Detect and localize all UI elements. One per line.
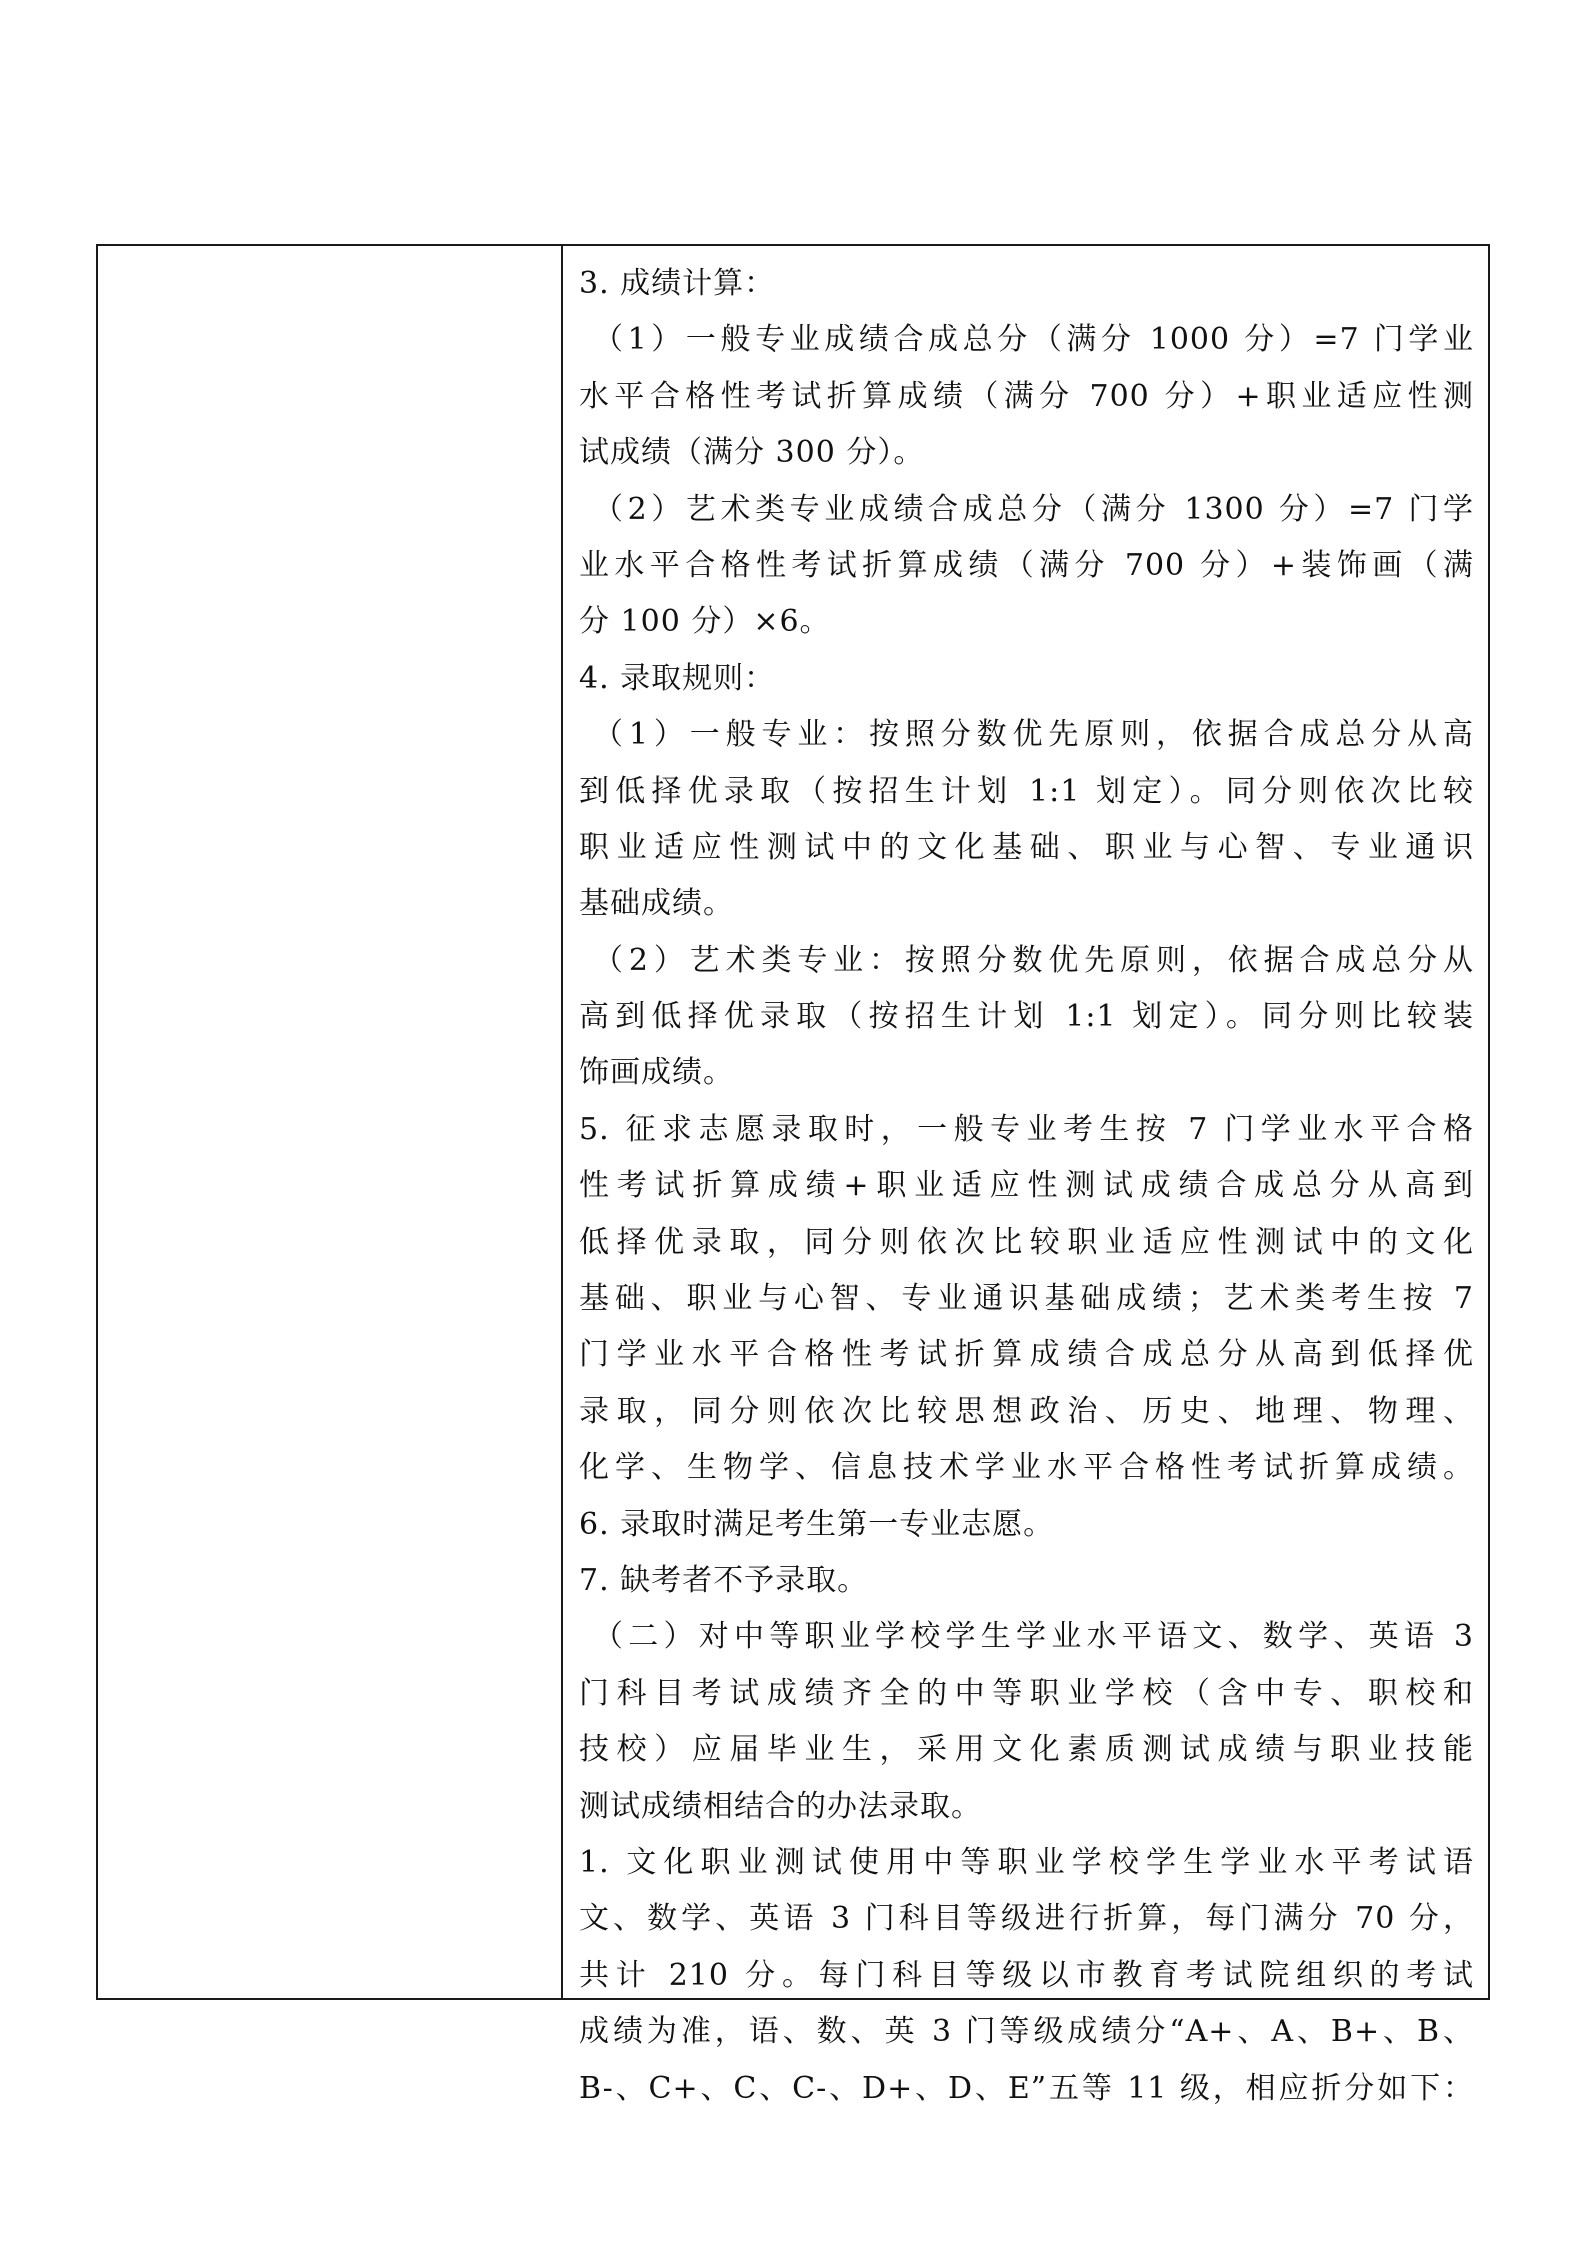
text-line: 性考试折算成绩+职业适应性测试成绩合成总分从高到 bbox=[579, 1168, 1474, 1204]
table-left-cell bbox=[98, 246, 563, 1998]
text-line: 门学业水平合格性考试折算成绩合成总分从高到低择优 bbox=[579, 1337, 1474, 1373]
text-line: （二）对中等职业学校学生学业水平语文、数学、英语 3 bbox=[593, 1619, 1474, 1655]
text-line: 业水平合格性考试折算成绩（满分 700 分）+装饰画（满 bbox=[579, 547, 1474, 583]
text-line: 饰画成绩。 bbox=[579, 1055, 734, 1091]
text-line: 录取，同分则依次比较思想政治、历史、地理、物理、 bbox=[579, 1393, 1474, 1429]
text-line: 5. 征求志愿录取时，一般专业考生按 7 门学业水平合格 bbox=[579, 1111, 1474, 1147]
text-line: 技校）应届毕业生，采用文化素质测试成绩与职业技能 bbox=[579, 1732, 1474, 1768]
text-line: 到低择优录取（按招生计划 1:1 划定）。同分则依次比较 bbox=[579, 773, 1474, 809]
text-line: 门科目考试成绩齐全的中等职业学校（含中专、职校和 bbox=[579, 1675, 1474, 1711]
text-line: （1）一般专业：按照分数优先原则，依据合成总分从高 bbox=[593, 717, 1474, 753]
text-line: 基础成绩。 bbox=[579, 886, 734, 922]
text-line: 化学、生物学、信息技术学业水平合格性考试折算成绩。 bbox=[579, 1450, 1474, 1486]
text-line: 试成绩（满分 300 分）。 bbox=[579, 435, 925, 471]
text-line: （2）艺术类专业成绩合成总分（满分 1300 分）=7 门学 bbox=[593, 491, 1474, 527]
table-right-cell bbox=[563, 246, 1488, 2106]
text-line: 4. 录取规则： bbox=[579, 660, 776, 696]
text-line: 低择优录取，同分则依次比较职业适应性测试中的文化 bbox=[579, 1224, 1474, 1260]
text-line: 文、数学、英语 3 门科目等级进行折算，每门满分 70 分， bbox=[579, 1901, 1474, 1937]
text-line: 3. 成绩计算： bbox=[579, 266, 776, 301]
text-line: 水平合格性考试折算成绩（满分 700 分）+职业适应性测 bbox=[579, 378, 1474, 414]
text-line: 高到低择优录取（按招生计划 1:1 划定）。同分则比较装 bbox=[579, 999, 1474, 1035]
text-line: （1）一般专业成绩合成总分（满分 1000 分）=7 门学业 bbox=[593, 322, 1474, 358]
text-line: B-、C+、C、C-、D+、D、E”五等 11 级，相应折分如下： bbox=[579, 2070, 1474, 2106]
text-line: 1. 文化职业测试使用中等职业学校学生学业水平考试语 bbox=[579, 1844, 1474, 1880]
text-line: 基础、职业与心智、专业通识基础成绩；艺术类考生按 7 bbox=[579, 1281, 1474, 1317]
text-line: 测试成绩相结合的办法录取。 bbox=[579, 1788, 982, 1824]
text-line: 7. 缺考者不予录取。 bbox=[579, 1562, 869, 1598]
text-line: （2）艺术类专业：按照分数优先原则，依据合成总分从 bbox=[593, 942, 1474, 978]
text-line: 职业适应性测试中的文化基础、职业与心智、专业通识 bbox=[579, 829, 1474, 865]
text-line: 成绩为准，语、数、英 3 门等级成绩分“A+、A、B+、B、 bbox=[579, 2014, 1474, 2050]
text-line: 共计 210 分。每门科目等级以市教育考试院组织的考试 bbox=[579, 1957, 1474, 1993]
content-table bbox=[96, 244, 1490, 2106]
text-line: 分 100 分）×6。 bbox=[579, 604, 831, 640]
text-line: 6. 录取时满足考生第一专业志愿。 bbox=[579, 1506, 1055, 1542]
